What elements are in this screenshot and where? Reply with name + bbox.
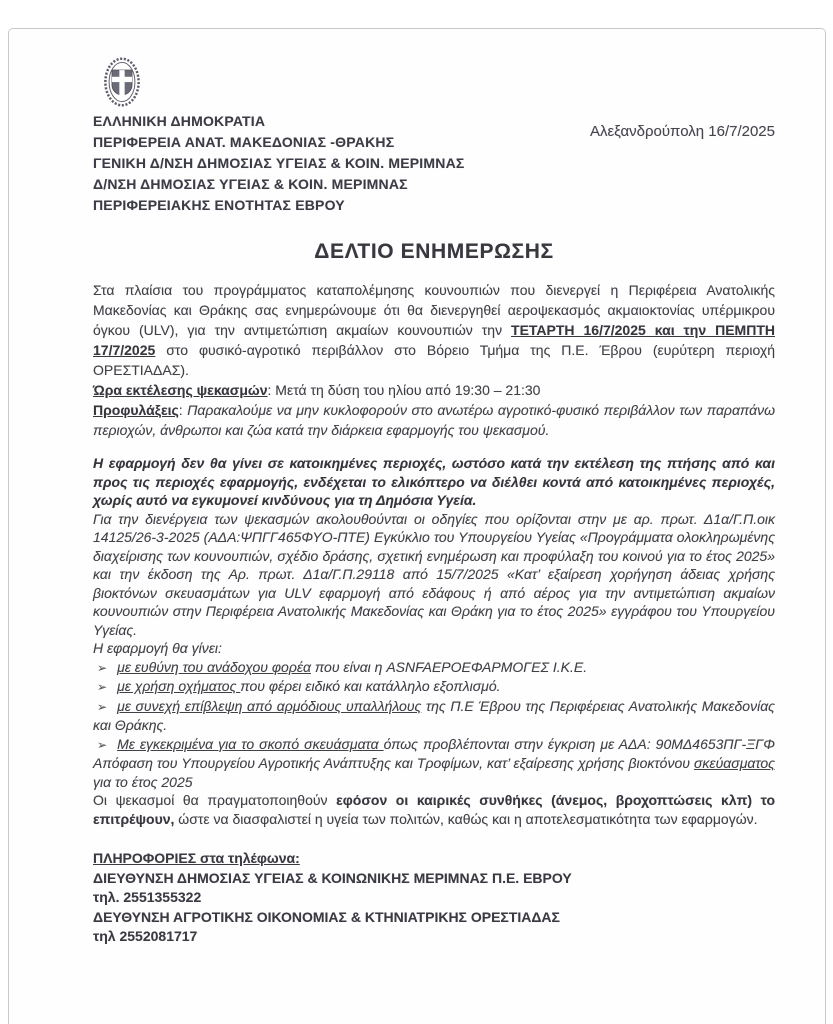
org-line-republic: ΕΛΛΗΝΙΚΗ ΔΗΜΟΚΡΑΤΙΑ (93, 113, 266, 129)
bullet-products-text-2: για το έτος 2025 (93, 773, 193, 790)
weather-emphasis: εφόσον οι καιρικές συνθήκες (άνεμος, βροχοπτώσεις κλπ) το επιτρέψουν, (93, 792, 775, 827)
bullet-products-text: όπως προβλέπονται στην έγκριση με ΑΔΑ: 90ΜΔ4653ΠΓ-ΞΓΦ Απόφαση του Υπουργείου Αγροτικής Ανάπτυξης και Τροφίμων, κατ’ εξαίρεσης χρήσης βιοκτόνου (93, 735, 775, 771)
letterhead (93, 57, 775, 216)
org-line-general-directorate: ΓΕΝΙΚΗ Δ/ΝΣΗ ΔΗΜΟΣΙΑΣ ΥΓΕΙΑΣ & ΚΟΙΝ. ΜΕΡΙΜΝΑΣ (93, 155, 465, 171)
contact-phone-health: τηλ. 2551355322 (93, 889, 202, 905)
bullet-arrow-icon: ➢ (97, 737, 108, 752)
bullet-contractor-emphasis: με ευθύνη του ανάδοχου φορέα (117, 658, 311, 675)
bullet-supervision (93, 697, 775, 735)
bullet-arrow-icon: ➢ (97, 660, 108, 675)
no-residential-notice: Η εφαρμογή δεν θα γίνει σε κατοικημένες περιοχές, ωστόσο κατά την εκτέλεση της πτήσης από και προς τις περιοχές εφαρμογής, ενδέχεται το ελικόπτερο να διέλθει κοντά από κατοικημένες περιοχές, χωρίς αυτό να εγκυμονεί κινδύνους για τη Δημόσια Υγεία. (93, 455, 775, 508)
contact-info (93, 849, 775, 947)
bullet-vehicle (93, 677, 775, 697)
bullet-arrow-icon: ➢ (97, 680, 108, 694)
org-line-region: ΠΕΡΙΦΕΡΕΙΑ ΑΝΑΤ. ΜΑΚΕΔΟΝΙΑΣ -ΘΡΑΚΗΣ (93, 134, 395, 150)
precautions-sep: : (178, 402, 188, 418)
application-list-intro: Η εφαρμογή θα γίνει: (93, 640, 222, 656)
bullet-arrow-icon: ➢ (97, 699, 108, 714)
spray-time-label: Ώρα εκτέλεσης ψεκασμών (93, 382, 268, 398)
spray-time-value: : Μετά τη δύση του ηλίου από 19:30 – 21:30 (267, 382, 541, 398)
spray-time-line (93, 380, 775, 400)
bullet-approved-products (93, 735, 775, 792)
bullet-products-emphasis-2: σκεύασματος (693, 755, 775, 771)
intro-text-2: στο φυσικό-αγροτικό περιβάλλον στο Βόρειο Τμήμα της Π.Ε. Έβρου (ευρύτερη περιοχή ΟΡΕΣΤΙΑΔΑΣ). (93, 342, 775, 378)
scanned-document-page (8, 28, 826, 1024)
intro-text-1: Στα πλαίσια του προγράμματος καταπολέμησης κουνουπιών που διενεργεί η Περιφέρεια Ανατολικής Μακεδονίας και Θράκης σας ενημερώνουμε ότι θα διενεργηθεί αεροψεκασμός ακμαιοκτονίας υπέρμικρου όγκου (ULV), για την αντιμετώπιση ακμαίων κουνουπιών την (93, 282, 775, 338)
precautions-label: Προφυλάξεις (93, 402, 179, 418)
weather-text-1: Οι ψεκασμοί θα πραγματοποιηθούν (93, 792, 337, 808)
precautions-paragraph (93, 400, 775, 440)
bullet-vehicle-text: που φέρει ειδικό και κατάλληλο εξοπλισμό. (240, 678, 501, 694)
bullet-supervision-emphasis: με συνεχή επίβλεψη από αρμόδιους υπαλλήλους (117, 697, 422, 714)
bullet-contractor-text: που είναι η ASNFAEPOEΦΑΡΜΟΓΕΣ Ι.Κ.Ε. (310, 658, 588, 675)
org-header (93, 111, 464, 216)
weather-text-2: ώστε να διασφαλιστεί η υγεία των πολιτών, καθώς και η αποτελεσματικότητα των εφαρμογών. (174, 811, 758, 827)
regulatory-references-paragraph: Για την διενέργεια των ψεκασμών ακολουθούνται οι οδηγίες που ορίζονται στην με αρ. πρωτ. Δ1α/Γ.Π.οικ 14125/26-3-2025 (ΑΔΑ:ΨΠΓΓ465ΦΥΟ-ΠΤΕ) Εγκύκλιο του Υπουργείου Υγείας «Προγράμματα ολοκληρωμένης διαχείρισης των κουνουπιών, σχέδιο δράσης, σχετική ενημέρωση και προφύλαξη του κοινού για το έτος 2025» και την έκδοση της Αρ. πρωτ. Δ1α/Γ.Π.29118 από 15/7/2025 «Κατ’ εξαίρεση χορήγηση άδειας χρήσης βιοκτόνων σκευασμάτων για ULV εφαρμογή από εδάφους ή από αέρος για την αντιμετώπιση ακμαίων κουνουπιών στην Περιφέρεια Ανατολικής Μακεδονίας και Θράκη για το έτος 2025» εγγράφου του Υπουργείου Υγείας. (93, 510, 775, 638)
org-line-regional-unit: ΠΕΡΙΦΕΡΕΙΑΚΗΣ ΕΝΟΤΗΤΑΣ ΕΒΡΟΥ (93, 197, 345, 213)
weather-conditions-paragraph (93, 791, 775, 829)
place-date-line: Αλεξανδρούπολη 16/7/2025 (589, 123, 775, 140)
contact-directorate-agriculture: ΔΕΥΘΥΝΣΗ ΑΓΡΟΤΙΚΗΣ ΟΙΚΟΝΟΜΙΑΣ & ΚΤΗΝΙΑΤΡΙΚΗΣ ΟΡΕΣΤΙΑΔΑΣ (93, 908, 560, 925)
contact-phone-agriculture: τηλ 2552081717 (93, 928, 198, 944)
org-line-directorate: Δ/ΝΣΗ ΔΗΜΟΣΙΑΣ ΥΓΕΙΑΣ & ΚΟΙΝ. ΜΕΡΙΜΝΑΣ (93, 176, 408, 192)
bullet-products-emphasis: Με εγκεκριμένα για το σκοπό σκευάσματα (117, 735, 384, 752)
letterhead-left (93, 57, 464, 216)
document-title: ΔΕΛΤΙΟ ΕΝΗΜΕΡΩΣΗΣ (314, 240, 554, 263)
bullet-contractor (93, 658, 775, 678)
contact-heading: ΠΛΗΡΟΦΟΡΙΕΣ στα τηλέφωνα: (93, 850, 300, 866)
document-body (93, 280, 775, 829)
bullet-vehicle-emphasis: με χρήση οχήματος (117, 678, 241, 694)
contact-directorate-health: ΔΙΕΥΘΥΝΣΗ ΔΗΜΟΣΙΑΣ ΥΓΕΙΑΣ & ΚΟΙΝΩΝΙΚΗΣ ΜΕΡΙΜΝΑΣ Π.Ε. ΕΒΡΟΥ (93, 869, 572, 886)
precautions-text: Παρακαλούμε να μην κυκλοφορούν στο ανωτέρω αγροτικό-φυσικό περιβάλλον των παραπάνω περιοχών, άνθρωποι και ζώα κατά την διάρκεια εφαρμογής του ψεκασμού. (93, 402, 775, 438)
intro-paragraph (93, 280, 775, 380)
spray-dates-emphasis: ΤΕΤΑΡΤΗ 16/7/2025 και την ΠΕΜΠΤΗ 17/7/2025 (93, 322, 775, 358)
bullet-supervision-text: της Π.Ε Έβρου της Περιφέρειας Ανατολικής Μακεδονίας και Θράκης. (93, 697, 775, 733)
greek-coat-of-arms-icon (103, 57, 141, 107)
